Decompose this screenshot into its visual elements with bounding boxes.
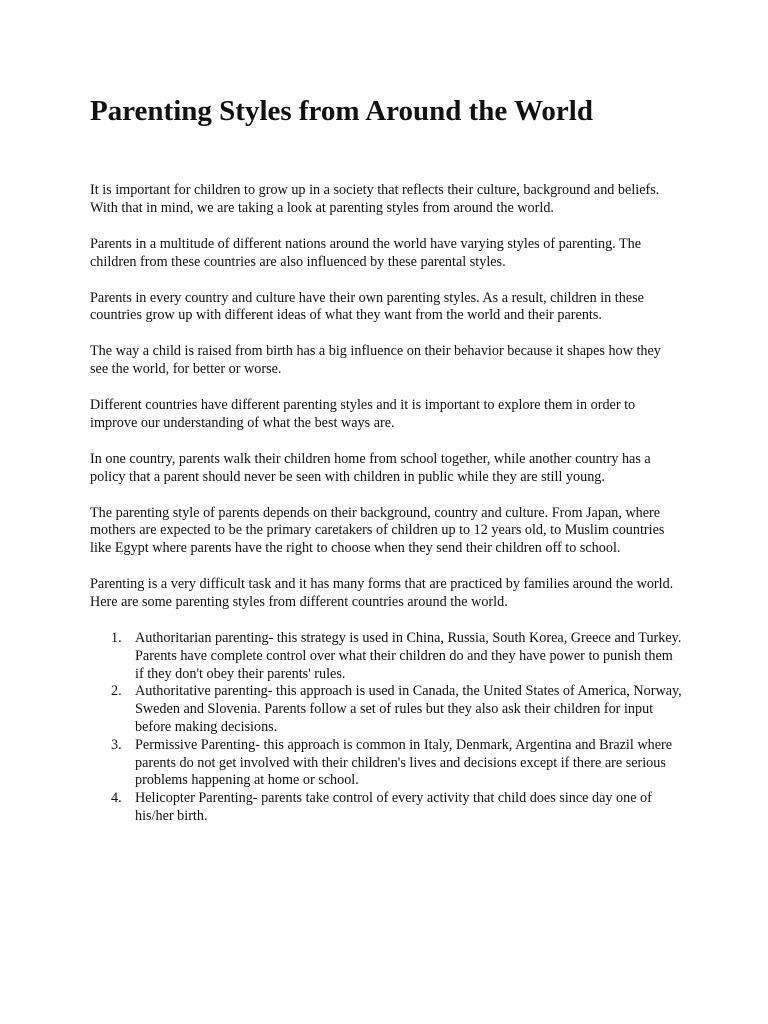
paragraph-birth: The way a child is raised from birth has a big influence on their behavior because it shapes how they see the world, for better or worse.: [90, 343, 661, 378]
list-item: [90, 683, 682, 736]
paragraph-background: The parenting style of parents depends on their background, country and culture. From Japan, where mothers are expected to be the primary caretakers of children up to 12 years old, to Muslim countries like Egypt where parents have the right to choose when they send their children off to school.: [90, 504, 665, 557]
paragraph-nations: Parents in a multitude of different nations around the world have varying styles of parenting. The children from these countries are also influenced by these parental styles.: [90, 235, 642, 270]
list-item-text: Helicopter Parenting- parents take control of every activity that child does since day one of his/her birth.: [135, 790, 652, 825]
paragraph-example: In one country, parents walk their children home from school together, while another country has a policy that a parent should never be seen with children in public while they are still young.: [90, 450, 651, 485]
list-item-text: Authoritarian parenting- this strategy is used in China, Russia, South Korea, Greece and Turkey. Parents have complete control over what their children do and they have power to punish them if they don't obey their parents' rules.: [135, 630, 682, 682]
list-item-number: 2.: [111, 683, 122, 700]
list-item-number: 1.: [111, 630, 122, 647]
paragraph-culture: Parents in every country and culture have their own parenting styles. As a result, children in these countries grow up with different ideas of what they want from the world and their parents.: [90, 289, 644, 324]
list-item-number: 3.: [111, 736, 122, 753]
page-title: Parenting Styles from Around the World: [90, 95, 593, 127]
list-item-number: 4.: [111, 790, 122, 807]
list-item-text: Permissive Parenting- this approach is common in Italy, Denmark, Argentina and Brazil where parents do not get involved with their children's lives and decisions except if there are serious problems happening at home or school.: [135, 736, 673, 789]
list-item: [90, 790, 682, 826]
list-item-text: Authoritative parenting- this approach is used in Canada, the United States of America, Norway, Sweden and Slovenia. Parents follow a set of rules but they also ask their children for input before making decisions.: [135, 683, 682, 736]
list-item: [90, 630, 682, 683]
paragraph-explore: Different countries have different parenting styles and it is important to explore them in order to improve our understanding of what the best ways are.: [90, 397, 636, 431]
list-item: [90, 737, 682, 790]
paragraph-intro: It is important for children to grow up in a society that reflects their culture, background and beliefs. With that in mind, we are taking a look at parenting styles from around the world.: [90, 182, 660, 216]
parenting-styles-list: [90, 630, 682, 826]
document-body: [90, 182, 682, 826]
paragraph-list-intro: Parenting is a very difficult task and it has many forms that are practiced by families around the world. Here are some parenting styles from different countries around the world.: [90, 576, 674, 611]
